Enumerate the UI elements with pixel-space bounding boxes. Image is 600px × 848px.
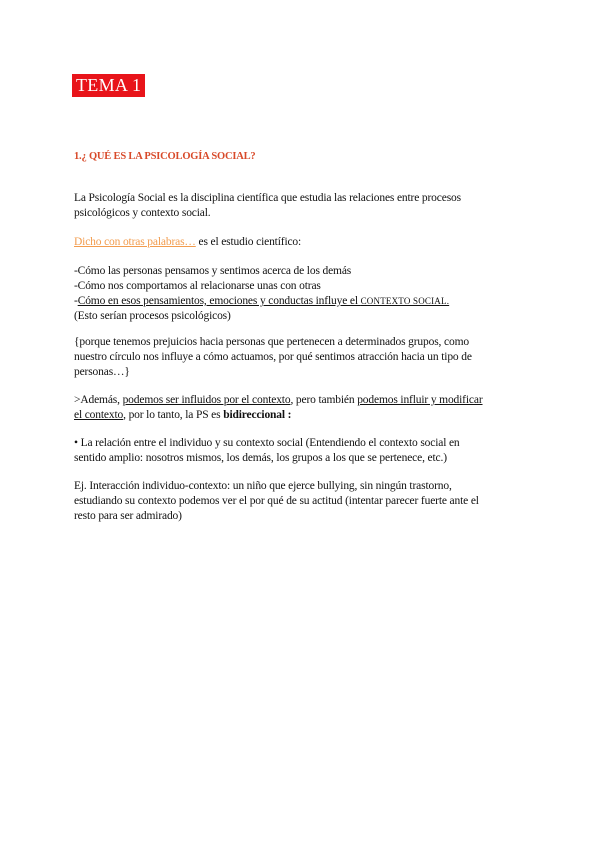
dicho-rest: es el estudio científico:	[195, 236, 302, 248]
list-item-3-text: Cómo en esos pensamientos, emociones y conductas influye el	[77, 295, 361, 307]
ademas-paragraph	[74, 393, 534, 423]
ademas-line-1	[74, 393, 534, 408]
relacion-paragraph	[74, 436, 534, 466]
prejuicios-line-1: {porque tenemos prejuicios hacia personas que pertenecen a determinados grupos, como	[74, 336, 469, 348]
ejemplo-line-1: Ej. Interacción individuo-contexto: un niño que ejerce bullying, sin ningún trastorno,	[74, 480, 452, 492]
section-heading: 1.¿ QUÉ ES LA PSICOLOGÍA SOCIAL?	[74, 151, 256, 162]
relacion-line-1: • La relación entre el individuo y su contexto social (Entendiendo el contexto social en	[74, 437, 460, 449]
intro-line-2: psicológicos y contexto social.	[74, 207, 211, 219]
prejuicios-line-3: personas…}	[74, 366, 130, 378]
bidireccional-bold: bidireccional :	[223, 409, 292, 421]
list-item-1: -Cómo las personas pensamos y sentimos acerca de los demás	[74, 265, 352, 277]
list-item-3-underlined	[78, 295, 449, 307]
list-note: (Esto serían procesos psicológicos)	[74, 310, 231, 322]
list-item-3	[74, 294, 534, 309]
ademas-mid-2: , por lo tanto, la PS es	[123, 409, 224, 421]
ademas-line-2	[74, 408, 534, 423]
dicho-paragraph	[74, 235, 534, 250]
chapter-title-badge: TEMA 1	[72, 74, 145, 97]
ademas-underline-2: podemos influir y modificar	[357, 394, 483, 406]
ejemplo-line-2: estudiando su contexto podemos ver el por qué de su actitud (intentar parecer fuerte ante el	[74, 495, 479, 507]
ademas-start: >Además,	[74, 394, 123, 406]
list-item-2: -Cómo nos comportamos al relacionarse unas con otras	[74, 280, 321, 292]
ejemplo-line-3: resto para ser admirado)	[74, 510, 182, 522]
relacion-line-2: sentido amplio: nosotros mismos, los demás, los grupos a los que se pertenece, etc.)	[74, 452, 447, 464]
dicho-link[interactable]: Dicho con otras palabras…	[74, 236, 196, 248]
prejuicios-paragraph	[74, 335, 534, 380]
list-item-3-prefix: -	[74, 295, 78, 307]
ademas-underline-3: el contexto	[74, 409, 124, 421]
intro-line-1: La Psicología Social es la disciplina científica que estudia las relaciones entre procesos	[74, 192, 461, 204]
list-block	[74, 264, 534, 324]
ademas-underline-1: podemos ser influidos por el contexto	[122, 394, 291, 406]
ademas-mid: , pero también	[290, 394, 358, 406]
intro-paragraph	[74, 191, 534, 221]
prejuicios-line-2: nuestro círculo nos influye a cómo actuamos, por qué sentimos atracción hacia un tipo de	[74, 351, 472, 363]
context-social-smallcaps: CONTEXTO SOCIAL.	[360, 296, 450, 306]
ejemplo-paragraph	[74, 479, 534, 524]
